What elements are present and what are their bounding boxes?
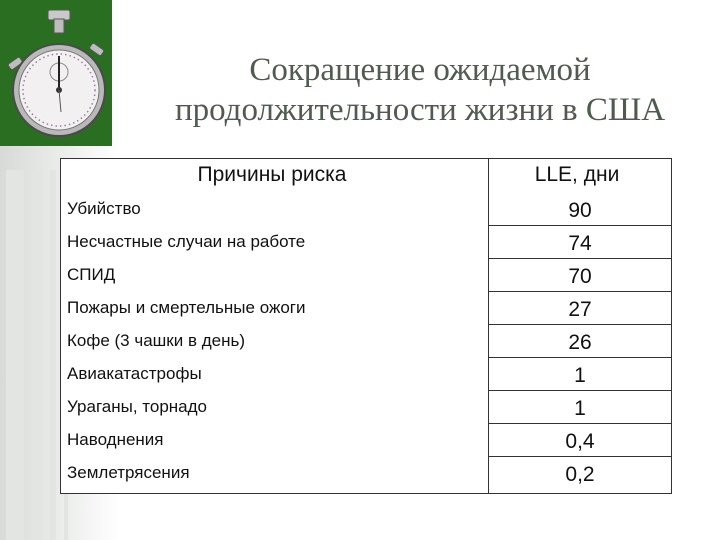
row-lle: 74 xyxy=(568,232,592,255)
header-cause: Причины риска xyxy=(197,163,347,186)
table-row xyxy=(61,292,671,325)
row-cause: Убийство xyxy=(67,199,141,218)
row-lle: 70 xyxy=(568,265,592,288)
table-row xyxy=(61,193,671,226)
table-header xyxy=(61,159,671,193)
row-cause: СПИД xyxy=(67,265,116,284)
table-row xyxy=(61,391,671,424)
header-lle: LLE, дни xyxy=(534,163,620,186)
row-lle: 26 xyxy=(568,331,592,354)
stopwatch-box xyxy=(0,0,112,146)
row-lle: 90 xyxy=(568,199,592,222)
stopwatch-icon xyxy=(0,0,112,146)
row-lle: 27 xyxy=(568,298,592,321)
row-cause: Кофе (3 чашки в день) xyxy=(67,331,246,350)
table-row xyxy=(61,259,671,292)
row-cause: Авиакатастрофы xyxy=(67,364,202,383)
row-lle: 0,4 xyxy=(565,430,595,453)
risk-table xyxy=(60,158,672,494)
table-row xyxy=(61,325,671,358)
table-row xyxy=(61,226,671,259)
row-cause: Ураганы, торнадо xyxy=(67,397,208,416)
slide-title xyxy=(120,50,720,130)
row-cause: Пожары и смертельные ожоги xyxy=(67,298,306,317)
row-cause: Землетрясения xyxy=(67,463,190,482)
row-cause: Несчастные случаи на работе xyxy=(67,232,306,251)
row-lle: 1 xyxy=(574,364,586,387)
table-row xyxy=(61,358,671,391)
row-lle: 1 xyxy=(574,397,586,420)
row-cause: Наводнения xyxy=(67,430,164,449)
title-line-1: Сокращение ожидаемой xyxy=(249,52,591,88)
table-row xyxy=(61,457,671,490)
table-row xyxy=(61,424,671,457)
title-line-2: продолжительности жизни в США xyxy=(174,92,666,128)
row-lle: 0,2 xyxy=(565,463,595,486)
